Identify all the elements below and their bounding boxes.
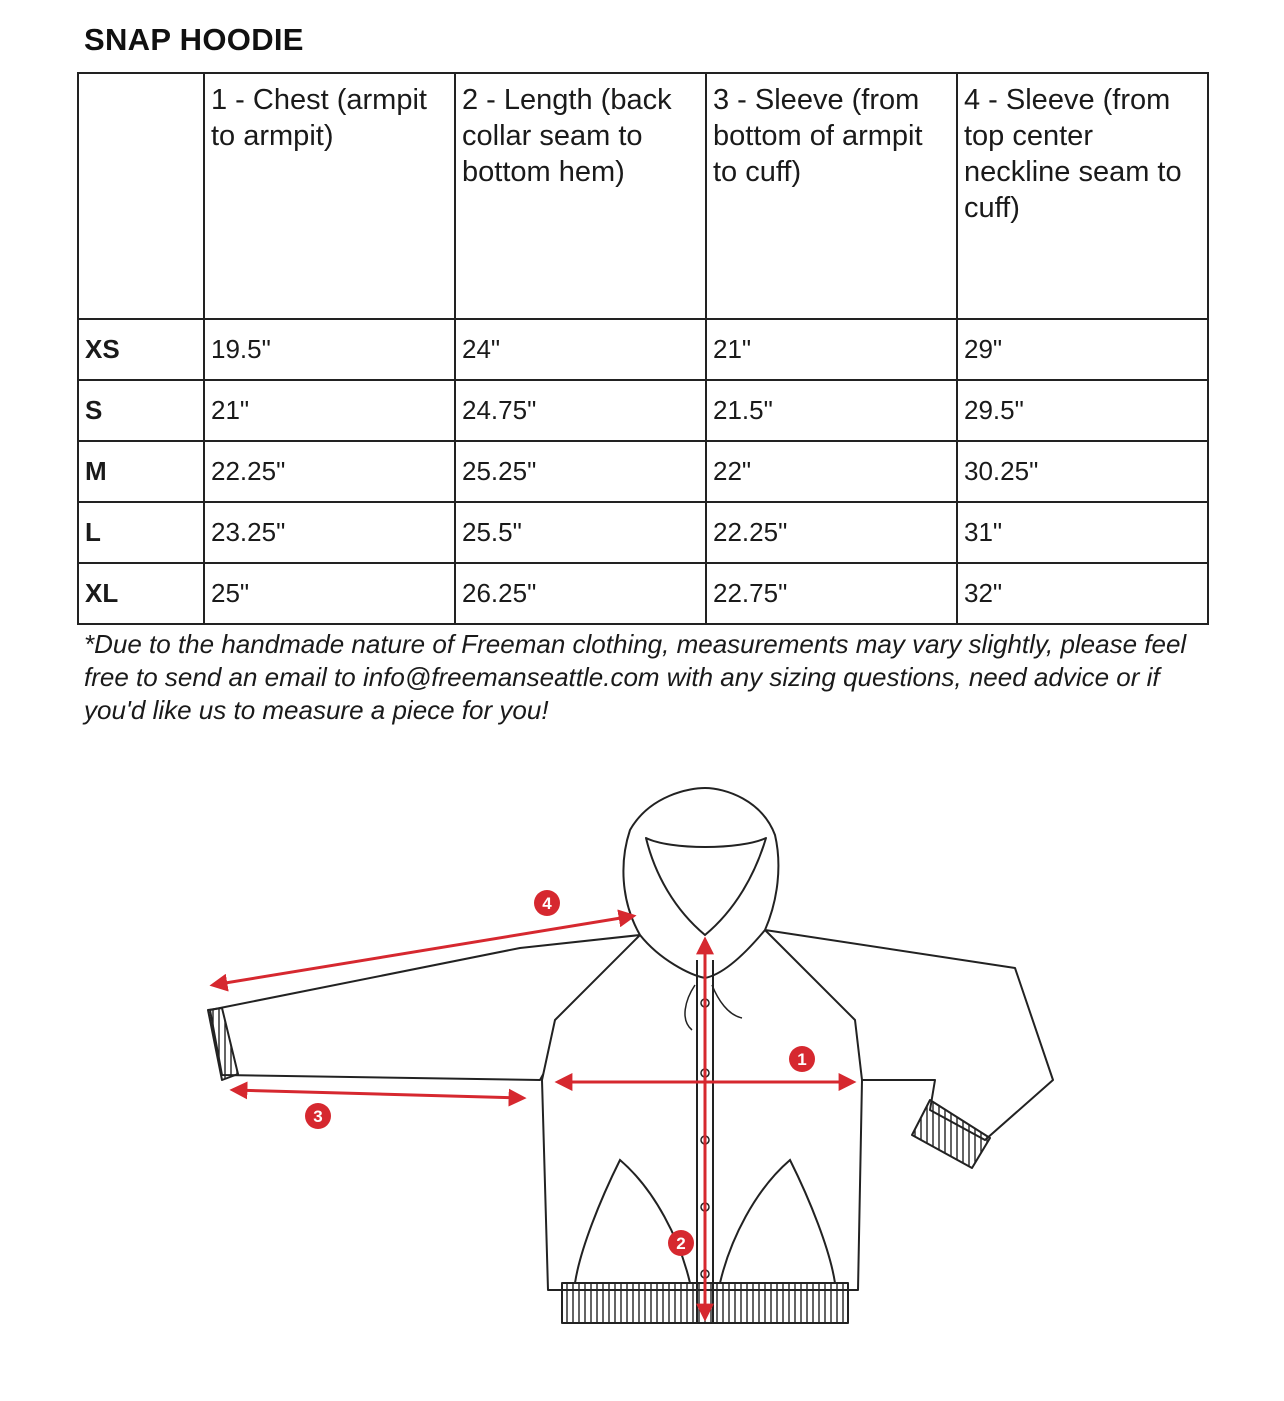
table-row xyxy=(78,319,1208,380)
chest-value: 22.25" xyxy=(204,441,455,502)
marker-1-label: 1 xyxy=(797,1050,807,1069)
chest-value: 21" xyxy=(204,380,455,441)
sleeve-armpit-value: 21.5" xyxy=(706,380,957,441)
page-title: SNAP HOODIE xyxy=(84,22,304,57)
length-value: 25.5" xyxy=(455,502,706,563)
length-value: 24.75" xyxy=(455,380,706,441)
sleeve-armpit-value: 22" xyxy=(706,441,957,502)
sleeve-neckline-value: 29.5" xyxy=(957,380,1208,441)
chest-value: 25" xyxy=(204,563,455,624)
sleeve-neckline-value: 29" xyxy=(957,319,1208,380)
length-value: 26.25" xyxy=(455,563,706,624)
marker-2 xyxy=(668,1230,694,1256)
header-length: 2 - Length (back collar seam to bottom hem) xyxy=(455,73,706,319)
sleeve-neckline-value: 31" xyxy=(957,502,1208,563)
header-chest: 1 - Chest (armpit to armpit) xyxy=(204,73,455,319)
marker-4 xyxy=(534,890,560,916)
size-label: L xyxy=(78,502,204,563)
table-row xyxy=(78,502,1208,563)
size-label: S xyxy=(78,380,204,441)
sleeve-armpit-measure-line xyxy=(233,1090,523,1098)
marker-1 xyxy=(789,1046,815,1072)
size-label: M xyxy=(78,441,204,502)
sleeve-neckline-value: 32" xyxy=(957,563,1208,624)
chest-value: 23.25" xyxy=(204,502,455,563)
sleeve-armpit-value: 21" xyxy=(706,319,957,380)
length-value: 25.25" xyxy=(455,441,706,502)
header-sleeve-armpit: 3 - Sleeve (from bottom of armpit to cuff) xyxy=(706,73,957,319)
table-row xyxy=(78,563,1208,624)
length-value: 24" xyxy=(455,319,706,380)
marker-2-label: 2 xyxy=(676,1234,686,1253)
table-row xyxy=(78,380,1208,441)
table-header-row xyxy=(78,73,1208,319)
hoodie-outline xyxy=(208,788,1053,1323)
header-sleeve-neckline: 4 - Sleeve (from top center neckline seam to cuff) xyxy=(957,73,1208,319)
marker-3-label: 3 xyxy=(313,1107,323,1126)
hoodie-measurement-diagram xyxy=(0,760,1284,1380)
table-row xyxy=(78,441,1208,502)
sizing-note: *Due to the handmade nature of Freeman clothing, measurements may vary slightly, please feel free to send an email to info@freemanseattle.com with any sizing questions, need advice or if you'd like us to measure a piece for you! xyxy=(84,629,1187,725)
marker-4-label: 4 xyxy=(542,894,552,913)
header-size-cell xyxy=(78,73,204,319)
size-label: XS xyxy=(78,319,204,380)
sleeve-neckline-value: 30.25" xyxy=(957,441,1208,502)
marker-3 xyxy=(305,1103,331,1129)
sleeve-armpit-value: 22.75" xyxy=(706,563,957,624)
sleeve-armpit-value: 22.25" xyxy=(706,502,957,563)
chest-value: 19.5" xyxy=(204,319,455,380)
size-chart-table xyxy=(77,72,1209,625)
size-label: XL xyxy=(78,563,204,624)
